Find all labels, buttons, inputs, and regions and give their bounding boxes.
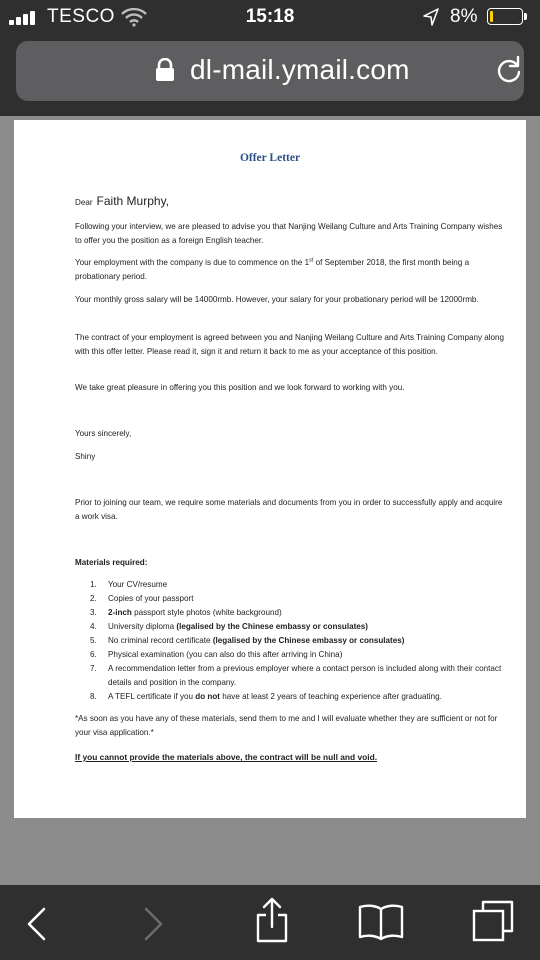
status-bar [0, 0, 540, 36]
bookmarks-icon[interactable] [358, 903, 404, 941]
signature: Shiny [75, 452, 96, 461]
list-number: 1. [90, 580, 97, 589]
battery-icon [487, 8, 523, 25]
list-text [108, 620, 515, 634]
paragraph-salary: Your monthly gross salary will be 14000rmb. However, your salary for your probationary period will be 12000rmb. [75, 295, 479, 304]
materials-list [75, 578, 515, 704]
paragraph-employment-start [75, 256, 505, 284]
salutation: Dear [75, 198, 93, 207]
material-text: Physical examination (you can also do this after arriving in China) [108, 650, 343, 659]
list-item [75, 620, 515, 634]
carrier-name: TESCO [47, 6, 115, 27]
paragraph-interview: Following your interview, we are pleased to advise you that Nanjing Weilang Culture and Arts Training Company wishes to offer you the position as a foreign English teacher. [75, 222, 503, 245]
list-number: 7. [90, 664, 97, 673]
material-text: A recommendation letter from a previous employer where a contact person is included along with their contact details and position in the company. [108, 664, 502, 687]
battery-level [490, 11, 493, 22]
list-item [75, 690, 515, 704]
material-bold: 2-inch [108, 608, 132, 617]
material-text: Copies of your passport [108, 594, 194, 603]
list-item [75, 592, 515, 606]
browser-toolbar [0, 885, 540, 960]
materials-note: *As soon as you have any of these materials, send them to me and I will evaluate whether they are sufficient or not for your visa application.* [75, 714, 498, 737]
list-item [75, 634, 515, 648]
back-icon[interactable] [24, 905, 50, 943]
material-text: A TEFL certificate if you [108, 692, 196, 701]
list-text [108, 634, 515, 648]
material-text: Your CV/resume [108, 580, 168, 589]
list-text [108, 606, 515, 620]
material-text: passport style photos (white background) [131, 608, 282, 617]
browser-header [0, 0, 540, 116]
recipient-name: Faith Murphy, [96, 194, 170, 208]
list-number: 3. [90, 608, 97, 617]
paragraph-pleasure: We take great pleasure in offering you this position and we look forward to working with you. [75, 383, 405, 392]
url-text[interactable]: dl-mail.ymail.com [190, 54, 410, 85]
share-icon[interactable] [255, 897, 289, 943]
list-text [108, 662, 515, 690]
closing: Yours sincerely, [75, 429, 132, 438]
tabs-icon[interactable] [471, 899, 515, 943]
document-title: Offer Letter [239, 152, 301, 164]
employment-start-sup: st [309, 257, 314, 264]
list-number: 4. [90, 622, 97, 631]
forward-icon[interactable] [140, 905, 166, 943]
salutation-line [75, 194, 169, 210]
location-arrow-icon [423, 8, 439, 26]
material-bold: (legalised by the Chinese embassy or consulates) [212, 636, 405, 645]
paragraph-contract: The contract of your employment is agreed between you and Nanjing Weilang Culture and Arts Training Company along with this offer letter. Please read it, sign it and return it back to me as your acceptance of this position. [75, 333, 505, 356]
list-text [108, 690, 515, 704]
lock-icon [155, 58, 175, 82]
battery-percent: 8% [450, 6, 478, 27]
contract-warning: If you cannot provide the materials above, the contract will be null and void. [75, 752, 378, 762]
list-item [75, 606, 515, 620]
list-item [75, 648, 515, 662]
list-text [108, 648, 515, 662]
list-number: 5. [90, 636, 97, 645]
material-bold: (legalised by the Chinese embassy or consulates) [176, 622, 368, 631]
clock: 15:18 [245, 6, 295, 27]
battery-tip [524, 13, 527, 20]
paragraph-prior: Prior to joining our team, we require some materials and documents from you in order to successfully apply and acquire a work visa. [75, 498, 503, 521]
reload-icon[interactable] [496, 56, 522, 84]
list-number: 8. [90, 692, 97, 701]
list-item [75, 662, 515, 690]
employment-start-before: Your employment with the company is due to commence on the 1 [75, 258, 310, 267]
materials-heading: Materials required: [75, 558, 148, 567]
list-text [108, 592, 515, 606]
list-number: 6. [90, 650, 97, 659]
material-text: University diploma [108, 622, 177, 631]
list-number: 2. [90, 594, 97, 603]
document-page [14, 120, 526, 818]
employment-start-after: of September 2018, the first month being a probationary period. [75, 258, 470, 281]
material-bold: do not [195, 692, 221, 701]
list-item [75, 578, 515, 592]
material-text: have at least 2 years of teaching experience after graduating. [220, 692, 442, 701]
material-text: No criminal record certificate [108, 636, 213, 645]
list-text [108, 578, 515, 592]
address-bar[interactable] [16, 41, 524, 101]
